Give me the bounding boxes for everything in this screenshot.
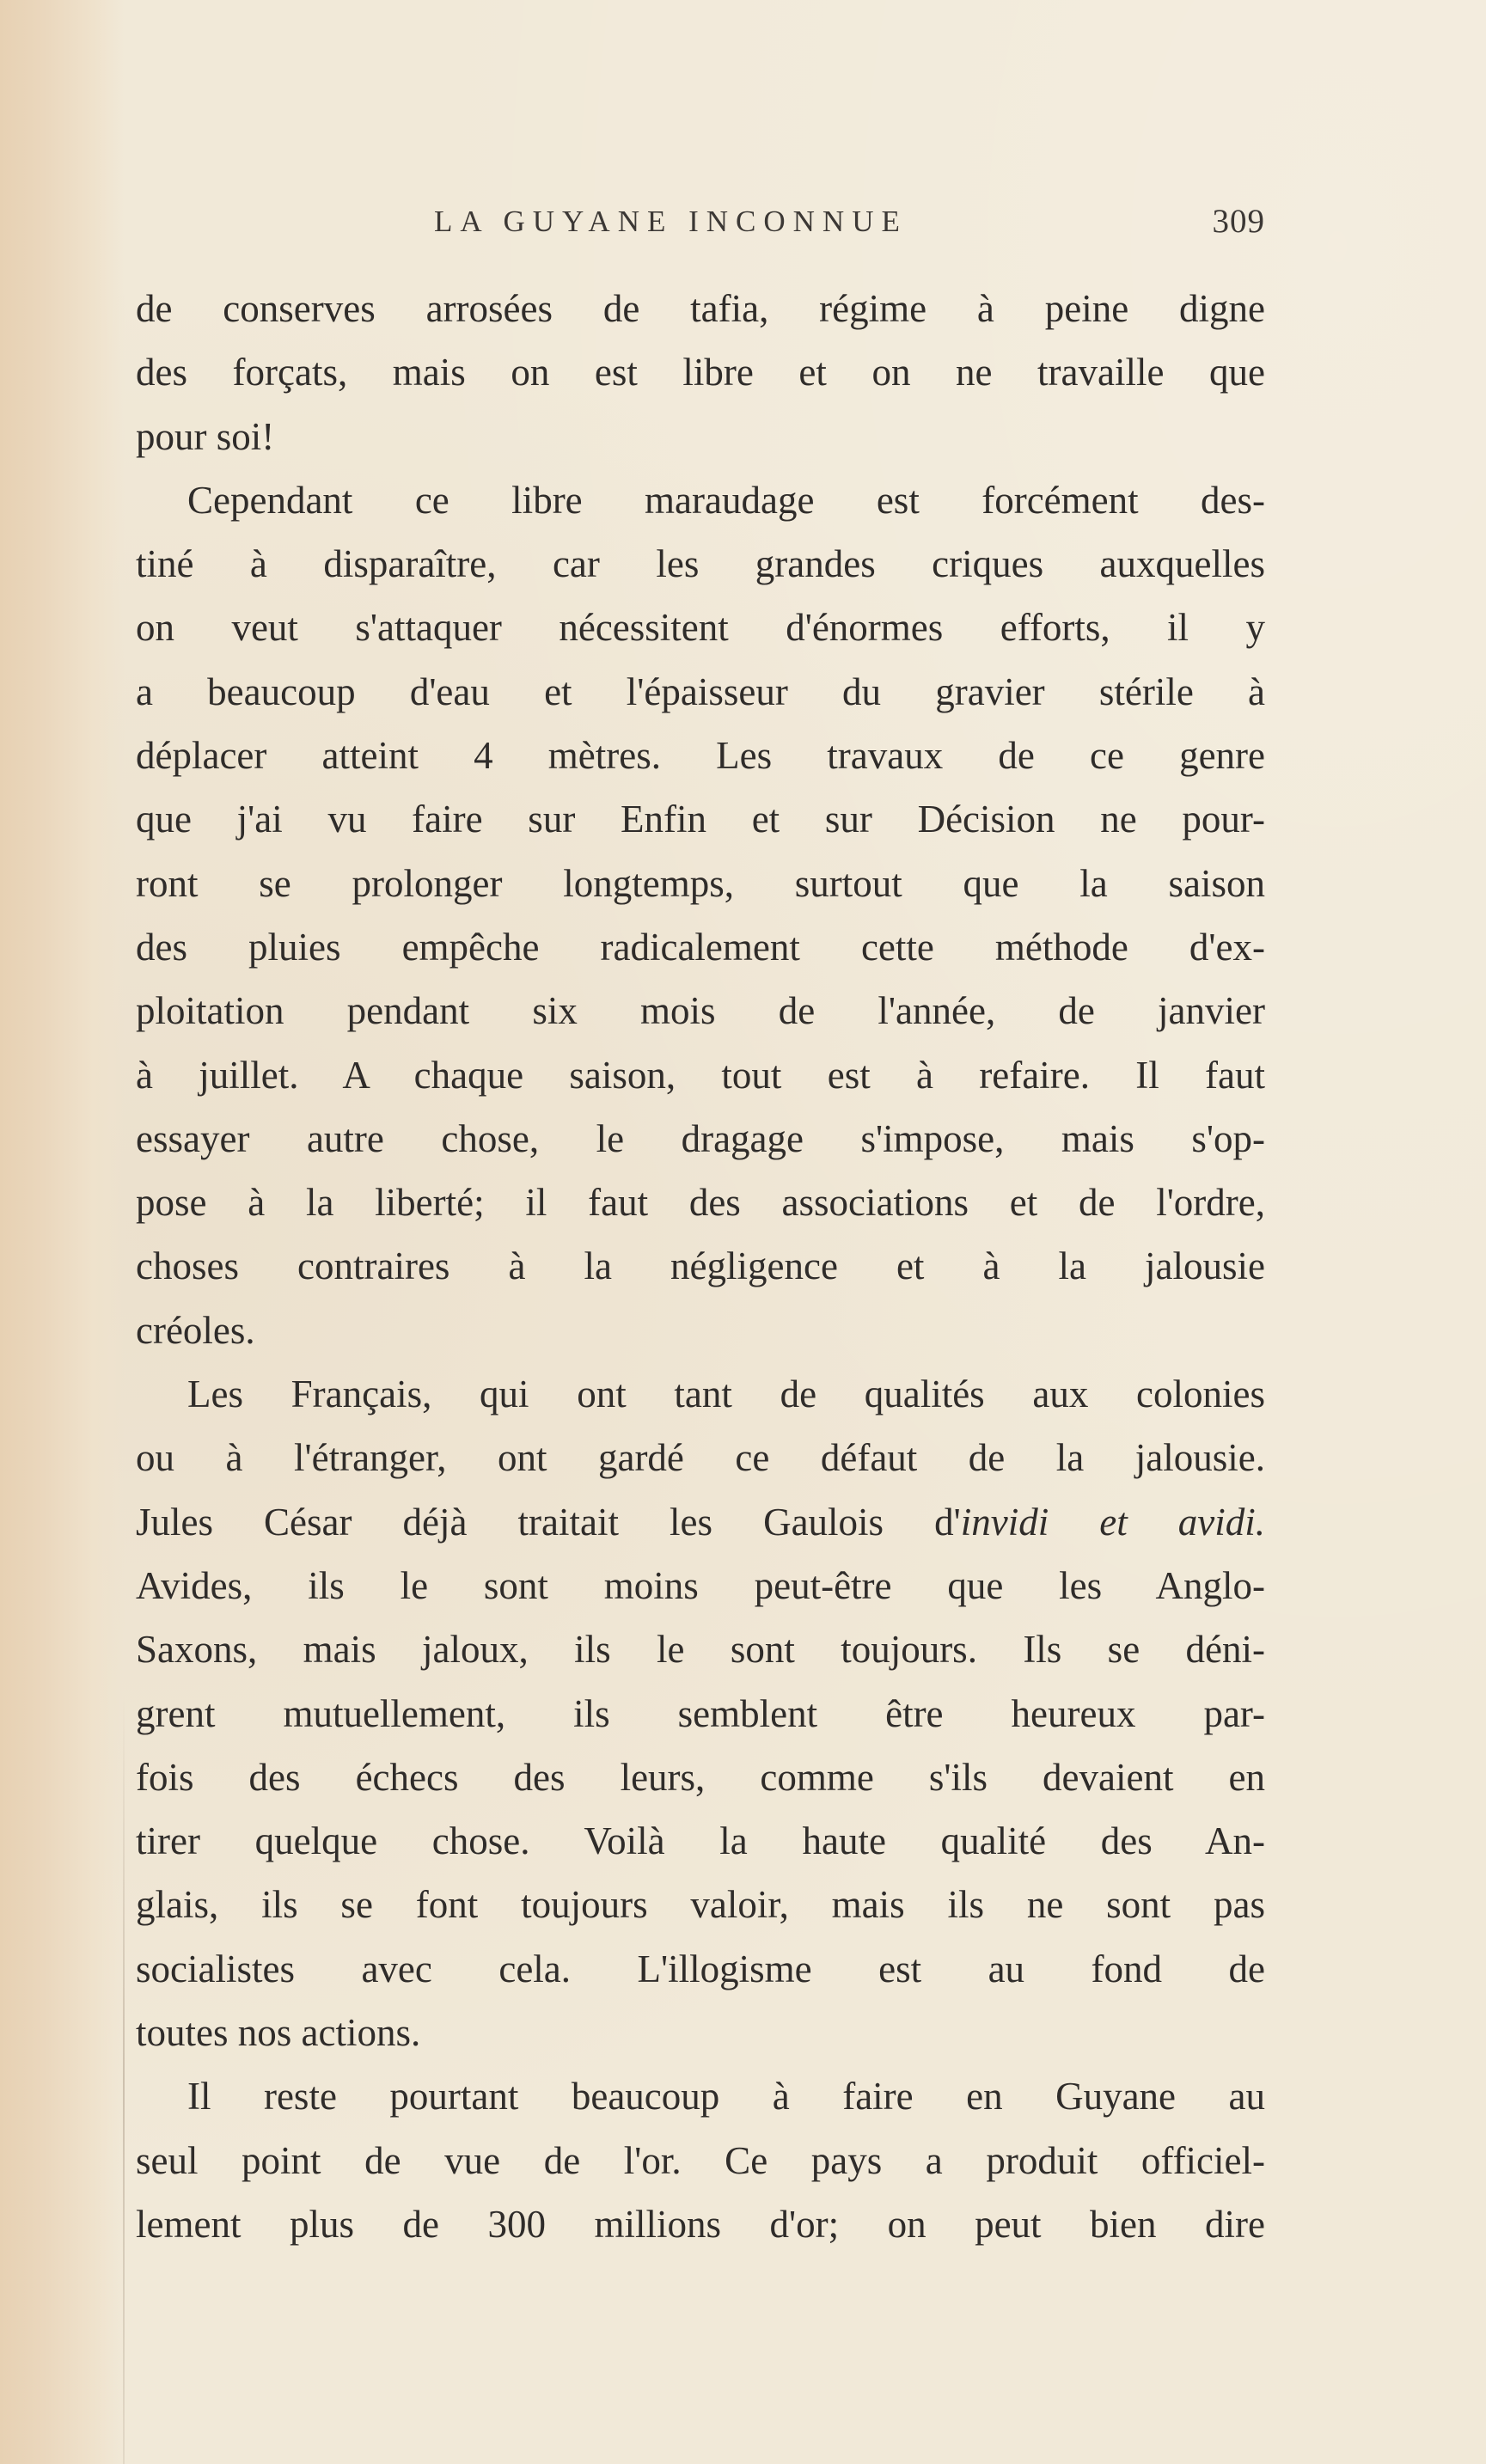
text-line: fois des échecs des leurs, comme s'ils devaient en xyxy=(136,1755,1265,1799)
text-line: ploitation pendant six mois de l'année, de janvier xyxy=(136,989,1265,1033)
text-line: choses contraires à la négligence et à la jalousie xyxy=(136,1244,1265,1288)
text-line: ront se prolonger longtemps, surtout que la saison xyxy=(136,861,1265,905)
text-line: lement plus de 300 millions d'or; on peut bien dire xyxy=(136,2202,1265,2246)
running-header xyxy=(138,196,1265,248)
text-line: a beaucoup d'eau et l'épaisseur du gravier stérile à xyxy=(136,669,1265,713)
text-line: à juillet. A chaque saison, tout est à refaire. Il faut xyxy=(136,1053,1265,1097)
text-line: seul point de vue de l'or. Ce pays a produit officiel- xyxy=(136,2138,1265,2182)
text-line: déplacer atteint 4 mètres. Les travaux de ce genre xyxy=(136,734,1265,778)
text-line: toutes nos actions. xyxy=(136,2011,421,2055)
running-title: LA GUYANE INCONNUE xyxy=(434,205,908,238)
text-line: Avides, ils le sont moins peut-être que les Anglo- xyxy=(136,1563,1265,1607)
body-text xyxy=(136,277,1265,2256)
text-line: Les Français, qui ont tant de qualités aux colonies xyxy=(187,1373,1265,1416)
text-line: tiné à disparaître, car les grandes criques auxquelles xyxy=(136,542,1265,586)
latin-quote: invidi et avidi. xyxy=(960,1500,1265,1544)
text-line: des pluies empêche radicalement cette méthode d'ex- xyxy=(136,925,1265,969)
text-line: Il reste pourtant beaucoup à faire en Guyane au xyxy=(187,2075,1265,2119)
text-line: créoles. xyxy=(136,1308,255,1352)
text-line-roman: Jules César déjà traitait les Gaulois d' xyxy=(136,1500,961,1544)
text-line: pose à la liberté; il faut des associations et de l'ordre, xyxy=(136,1181,1265,1225)
text-line: glais, ils se font toujours valoir, mais ils ne sont pas xyxy=(136,1883,1265,1927)
text-line: de conserves arrosées de tafia, régime à peine digne xyxy=(136,287,1265,330)
text-line: Cependant ce libre maraudage est forcément des- xyxy=(187,478,1265,522)
page-number: 309 xyxy=(1212,203,1265,240)
text-line: ou à l'étranger, ont gardé ce défaut de la jalousie. xyxy=(136,1436,1265,1480)
text-line xyxy=(136,1490,1265,1554)
text-line: Saxons, mais jaloux, ils le sont toujours. Ils se déni- xyxy=(136,1628,1265,1672)
text-line: pour soi! xyxy=(136,414,275,458)
gutter-line xyxy=(123,1693,125,2464)
text-line: essayer autre chose, le dragage s'impose, mais s'op- xyxy=(136,1116,1265,1160)
page-edge-shadow xyxy=(0,0,125,2464)
text-line: des forçats, mais on est libre et on ne travaille que xyxy=(136,351,1265,394)
text-line: on veut s'attaquer nécessitent d'énormes efforts, il y xyxy=(136,606,1265,650)
text-line: que j'ai vu faire sur Enfin et sur Décision ne pour- xyxy=(136,798,1265,841)
text-line: tirer quelque chose. Voilà la haute qualité des An- xyxy=(136,1819,1265,1863)
text-line: grent mutuellement, ils semblent être heureux par- xyxy=(136,1691,1265,1735)
text-line: socialistes avec cela. L'illogisme est au fond de xyxy=(136,1947,1265,1990)
